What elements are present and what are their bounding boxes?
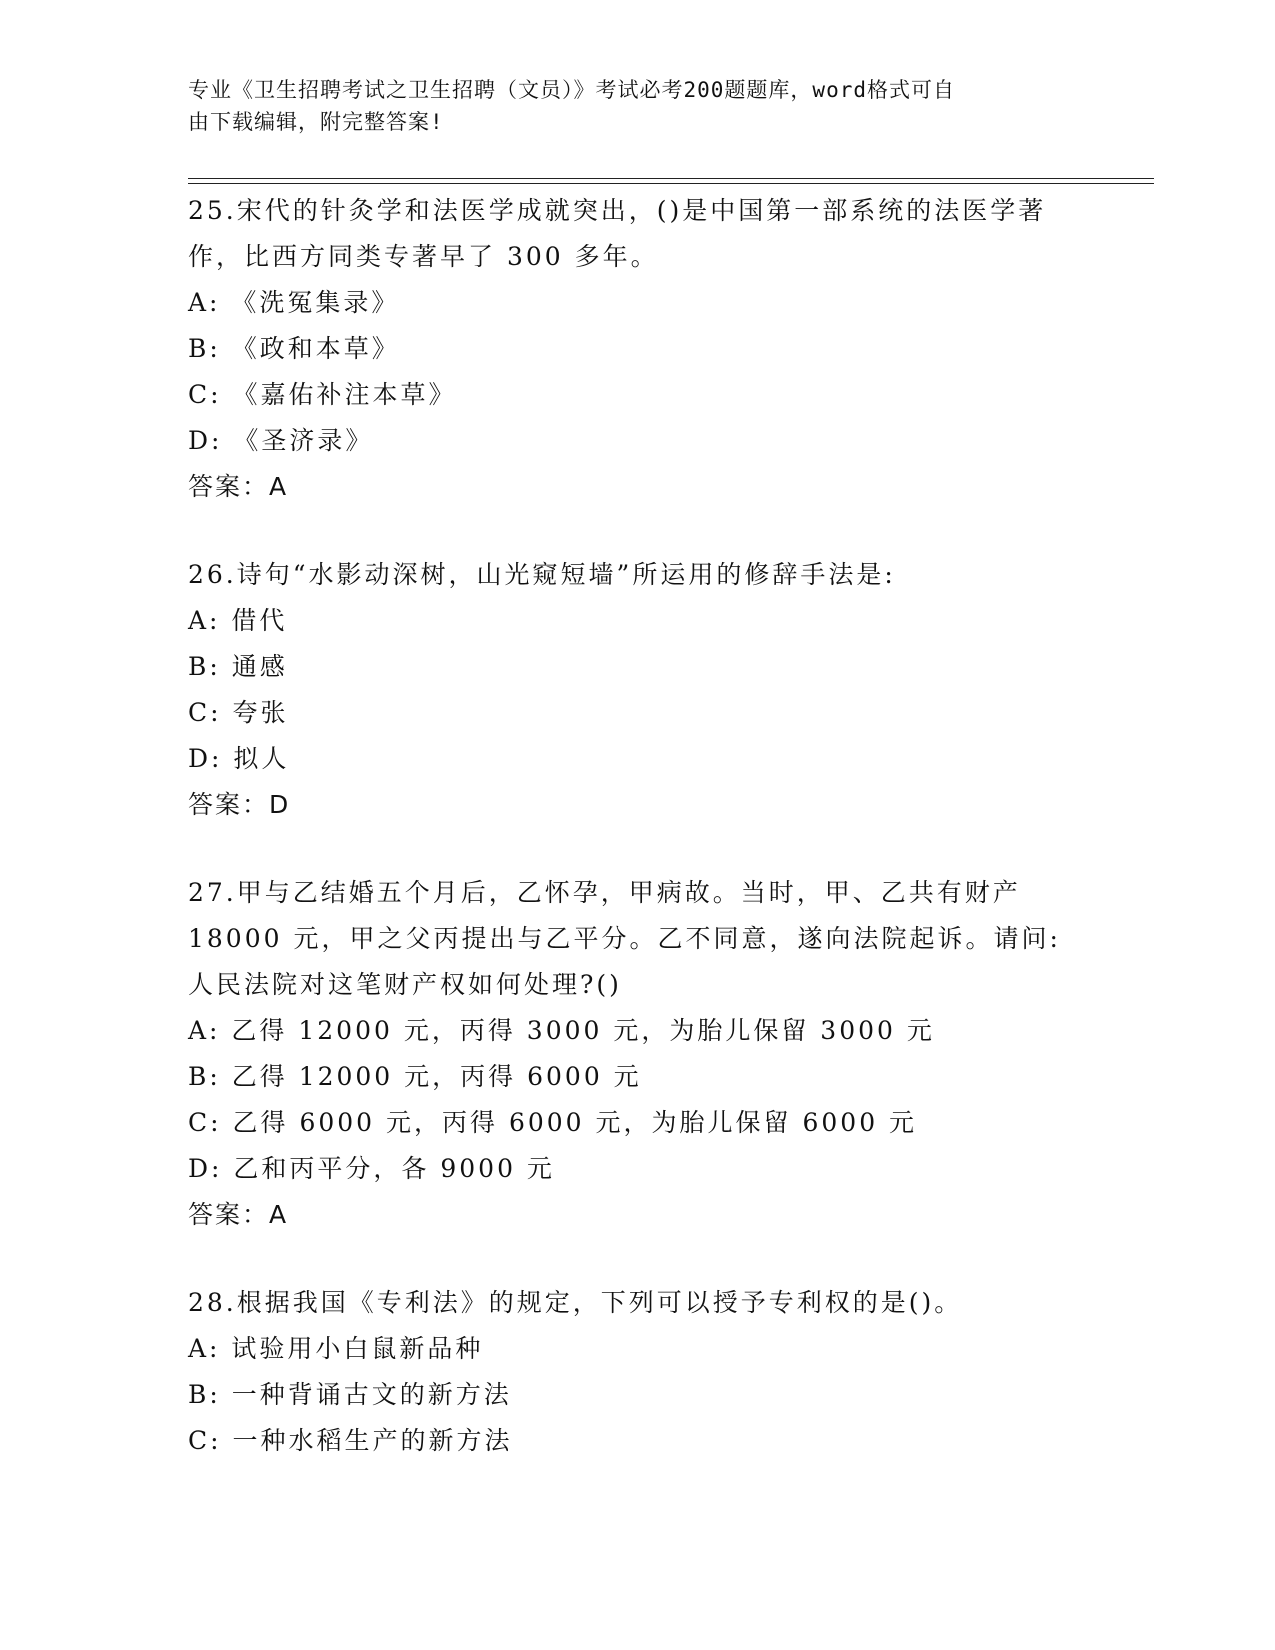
question-stem [188,188,1088,280]
option-a: A: 《洗冤集录》 [188,288,400,317]
stem-line: 人民法院对这笔财产权如何处理?() [188,970,622,999]
option-c: C: 《嘉佑补注本草》 [188,380,457,409]
stem-line: 18000 元，甲之父丙提出与乙平分。乙不同意，遂向法院起诉。请问: [188,924,1061,953]
header-divider-bottom [188,183,1154,184]
question-26 [188,552,1088,828]
stem-line: 27.甲与乙结婚五个月后，乙怀孕，甲病故。当时，甲、乙共有财产 [188,878,1021,907]
option-b: B: 乙得 12000 元，丙得 6000 元 [188,1062,642,1091]
option-d: D: 乙和丙平分，各 9000 元 [188,1154,555,1183]
option-d: D: 拟人 [188,744,290,773]
question-27 [188,870,1088,1238]
header-line-1: 专业《卫生招聘考试之卫生招聘（文员）》考试必考200题题库，word格式可自 [188,78,955,102]
option-b: B: 通感 [188,652,288,681]
question-list [188,188,1088,1506]
question-stem [188,1280,1088,1326]
header-divider-top [188,178,1154,179]
option-a: A: 试验用小白鼠新品种 [188,1334,484,1363]
document-header [188,74,1068,138]
option-c: C: 夸张 [188,698,289,727]
question-stem [188,552,1088,598]
answer-label: 答案：D [188,790,291,819]
option-a: A: 乙得 12000 元，丙得 3000 元，为胎儿保留 3000 元 [188,1016,935,1045]
option-c: C: 乙得 6000 元，丙得 6000 元，为胎儿保留 6000 元 [188,1108,918,1137]
option-b: B: 《政和本草》 [188,334,400,363]
header-line-2: 由下载编辑，附完整答案! [188,110,444,134]
answer-label: 答案：A [188,472,289,501]
question-stem [188,870,1088,1008]
answer-label: 答案：A [188,1200,289,1229]
question-25 [188,188,1088,510]
question-28 [188,1280,1088,1464]
option-c: C: 一种水稻生产的新方法 [188,1426,513,1455]
stem-line: 25.宋代的针灸学和法医学成就突出，()是中国第一部系统的法医学著 [188,196,1047,225]
stem-line: 26.诗句“水影动深树，山光窥短墙”所运用的修辞手法是: [188,560,896,589]
option-a: A: 借代 [188,606,288,635]
stem-line: 28.根据我国《专利法》的规定，下列可以授予专利权的是()。 [188,1288,963,1317]
option-d: D: 《圣济录》 [188,426,374,455]
option-b: B: 一种背诵古文的新方法 [188,1380,512,1409]
stem-line: 作，比西方同类专著早了 300 多年。 [188,242,659,271]
